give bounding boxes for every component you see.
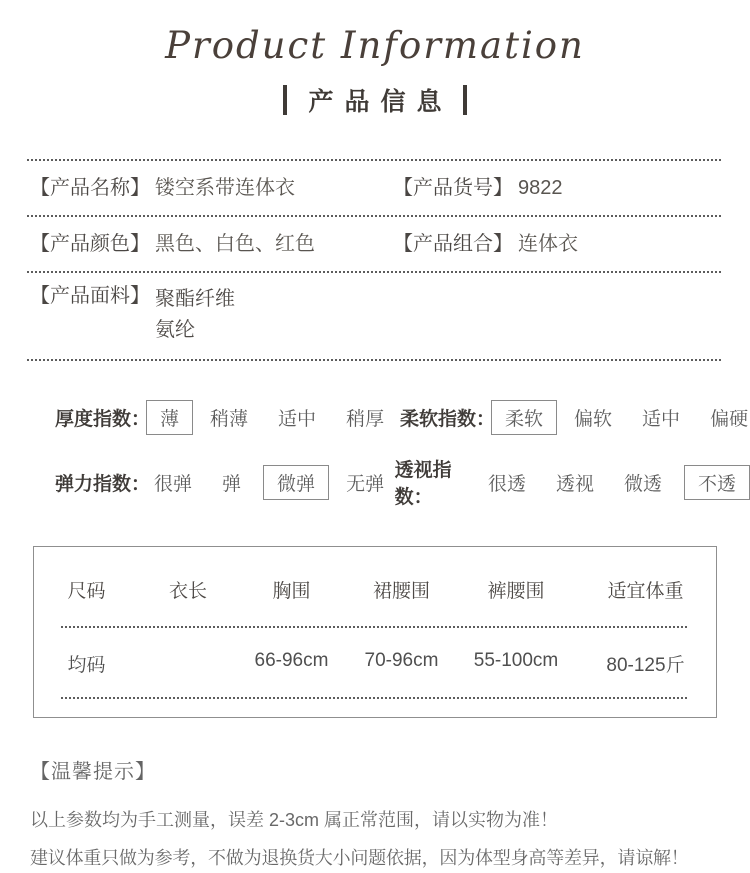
warm-tips-title: 【温馨提示】 <box>30 761 156 784</box>
attribute-product-code <box>393 176 563 200</box>
dotted-divider <box>61 697 689 699</box>
index-label: 透视指数： <box>394 460 452 509</box>
index-option: 很透 <box>487 473 526 495</box>
warm-tips-section <box>30 755 720 869</box>
size-table-header: 裙腰围 <box>372 581 430 603</box>
index-option: 透视 <box>555 473 594 495</box>
attribute-product-set <box>393 232 578 256</box>
index-option: 偏软 <box>574 409 613 431</box>
index-option: 适中 <box>642 409 681 431</box>
index-option: 稍厚 <box>346 409 385 431</box>
index-option: 偏硬 <box>710 409 749 431</box>
page-header <box>0 0 750 118</box>
dotted-divider <box>27 359 723 361</box>
section-title-text: 产品信息 <box>308 88 453 117</box>
index-option: 无弹 <box>346 473 385 495</box>
index-label: 弹力指数： <box>55 473 151 495</box>
stretch-index <box>55 465 395 500</box>
index-options <box>488 465 750 500</box>
attribute-product-color <box>30 232 393 256</box>
attribute-product-fabric <box>30 284 393 346</box>
index-option: 微透 <box>623 473 662 495</box>
thickness-index <box>55 400 400 435</box>
index-option-selected: 薄 <box>146 400 193 435</box>
index-label: 柔软指数： <box>400 409 496 431</box>
attribute-row-color-set <box>0 217 750 271</box>
attribute-value-multiline <box>155 284 235 346</box>
size-table-header: 适宜体重 <box>607 581 684 603</box>
index-label: 厚度指数： <box>55 409 151 431</box>
index-option-selected: 微弹 <box>263 465 329 500</box>
attribute-value: 黑色、白色、红色 <box>155 233 315 256</box>
size-table-cell: 70-96cm <box>364 650 439 672</box>
size-table-cell: 均码 <box>67 655 106 677</box>
attribute-value: 9822 <box>518 177 563 200</box>
attribute-value: 镂空系带连体衣 <box>155 177 295 200</box>
index-row-1 <box>0 390 750 445</box>
index-options <box>154 400 384 435</box>
sheerness-index <box>395 455 750 509</box>
script-title: Product Information <box>165 24 585 67</box>
index-option: 很弹 <box>154 473 193 495</box>
attribute-value: 连体衣 <box>518 233 578 256</box>
size-table-cell: 55-100cm <box>473 650 559 672</box>
attribute-row-fabric <box>0 273 750 359</box>
index-option: 稍薄 <box>210 409 249 431</box>
softness-index <box>400 400 748 435</box>
product-attributes <box>0 159 750 361</box>
size-table-cell: 66-96cm <box>254 650 329 672</box>
size-table-header: 衣长 <box>168 581 207 603</box>
attribute-label: 【产品组合】 <box>393 233 513 256</box>
size-table-cell <box>139 650 237 677</box>
index-options <box>154 465 384 500</box>
size-table <box>33 546 717 718</box>
index-options <box>499 400 748 435</box>
index-option: 适中 <box>278 409 317 431</box>
title-right-bar <box>463 85 467 115</box>
fabric-line-1: 聚酯纤维 <box>155 288 235 311</box>
attribute-label: 【产品颜色】 <box>30 233 150 256</box>
size-table-header: 胸围 <box>272 581 311 603</box>
index-option-selected: 不透 <box>684 465 750 500</box>
section-title <box>0 82 750 118</box>
index-option: 弹 <box>222 473 242 495</box>
index-option-selected: 柔软 <box>491 400 557 435</box>
title-left-bar <box>283 85 287 115</box>
size-table-header: 裤腰围 <box>487 581 545 603</box>
tip-line: 建议体重只做为参考，不做为退换货大小问题依据，因为体型身高等差异，请谅解！ <box>30 848 689 869</box>
size-table-cell: 80-125斤 <box>606 655 685 677</box>
index-section <box>0 390 750 519</box>
attribute-label: 【产品面料】 <box>30 285 150 308</box>
index-row-2 <box>0 445 750 519</box>
attribute-label: 【产品名称】 <box>30 177 150 200</box>
attribute-label: 【产品货号】 <box>393 177 513 200</box>
size-table-header: 尺码 <box>67 581 106 603</box>
attribute-row-name-code <box>0 161 750 215</box>
size-table-header-row <box>34 547 716 626</box>
size-table-data-row <box>34 628 716 697</box>
tip-line: 以上参数均为手工测量，误差 2-3cm 属正常范围，请以实物为准！ <box>30 810 559 831</box>
fabric-line-2: 氨纶 <box>155 319 195 342</box>
attribute-product-name <box>30 176 393 200</box>
